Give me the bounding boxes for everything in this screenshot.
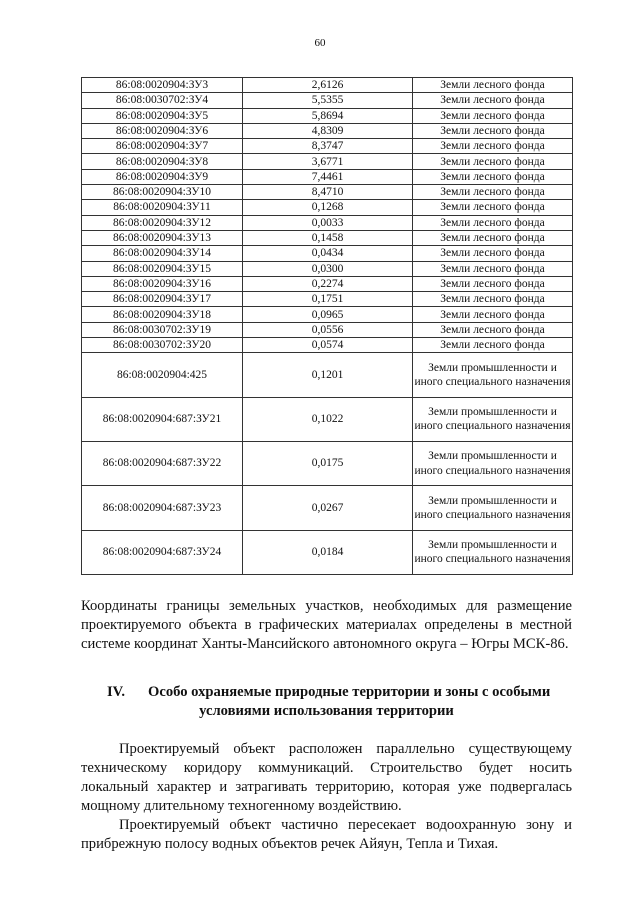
- cadastral-number-cell: 86:08:0030702:ЗУ20: [82, 338, 243, 353]
- area-cell: 0,0267: [243, 486, 413, 530]
- area-cell: 0,0965: [243, 307, 413, 322]
- cadastral-number-cell: 86:08:0030702:ЗУ19: [82, 322, 243, 337]
- land-category-cell: Земли промышленности и иного специального назначения: [413, 486, 573, 530]
- table-row: [82, 486, 573, 530]
- cadastral-number-cell: 86:08:0020904:687:ЗУ21: [82, 397, 243, 441]
- table-row: [82, 108, 573, 123]
- land-category-cell: Земли лесного фонда: [413, 215, 573, 230]
- area-cell: 2,6126: [243, 78, 413, 93]
- table-row: [82, 215, 573, 230]
- section-number: IV.: [107, 684, 125, 700]
- land-category-cell: Земли промышленности и иного специального назначения: [413, 397, 573, 441]
- land-category-cell: Земли лесного фонда: [413, 276, 573, 291]
- table-row: [82, 139, 573, 154]
- land-category-cell: Земли лесного фонда: [413, 169, 573, 184]
- page-number: 60: [314, 37, 326, 49]
- area-cell: 3,6771: [243, 154, 413, 169]
- cadastral-number-cell: 86:08:0020904:ЗУ11: [82, 200, 243, 215]
- cadastral-number-cell: 86:08:0020904:687:ЗУ23: [82, 486, 243, 530]
- land-category-cell: Земли лесного фонда: [413, 123, 573, 138]
- land-plots-table: [81, 77, 573, 575]
- cadastral-number-cell: 86:08:0020904:ЗУ5: [82, 108, 243, 123]
- cadastral-number-cell: 86:08:0020904:ЗУ18: [82, 307, 243, 322]
- coordinates-paragraph: Координаты границы земельных участков, необходимых для размещение проектируемого объекта в графических материалах определены в местной системе координат Ханты-Мансийского автономного округа – Югры МСК-86.: [81, 598, 572, 652]
- table-row: [82, 276, 573, 291]
- area-cell: 0,1458: [243, 230, 413, 245]
- section-title-line2: условиями использования территории: [199, 703, 454, 719]
- cadastral-number-cell: 86:08:0020904:ЗУ10: [82, 185, 243, 200]
- land-category-cell: Земли лесного фонда: [413, 78, 573, 93]
- land-category-cell: Земли лесного фонда: [413, 230, 573, 245]
- table-row: [82, 261, 573, 276]
- cadastral-number-cell: 86:08:0020904:ЗУ6: [82, 123, 243, 138]
- area-cell: 8,3747: [243, 139, 413, 154]
- land-category-cell: Земли промышленности и иного специального назначения: [413, 353, 573, 397]
- table-row: [82, 441, 573, 485]
- cadastral-number-cell: 86:08:0020904:687:ЗУ24: [82, 530, 243, 574]
- land-category-cell: Земли лесного фонда: [413, 246, 573, 261]
- land-category-cell: Земли лесного фонда: [413, 292, 573, 307]
- cadastral-number-cell: 86:08:0020904:687:ЗУ22: [82, 441, 243, 485]
- table-row: [82, 169, 573, 184]
- table-row: [82, 200, 573, 215]
- cadastral-number-cell: 86:08:0020904:ЗУ13: [82, 230, 243, 245]
- land-category-cell: Земли лесного фонда: [413, 108, 573, 123]
- cadastral-number-cell: 86:08:0020904:ЗУ12: [82, 215, 243, 230]
- area-cell: 7,4461: [243, 169, 413, 184]
- area-cell: 0,0033: [243, 215, 413, 230]
- land-category-cell: Земли лесного фонда: [413, 338, 573, 353]
- area-cell: 0,0184: [243, 530, 413, 574]
- water-paragraph: Проектируемый объект частично пересекает водоохранную зону и прибрежную полосу водных объектов речек Айяун, Тепла и Тихая.: [81, 817, 572, 852]
- section-title-line1: Особо охраняемые природные территории и зоны с особыми: [148, 684, 551, 700]
- land-category-cell: Земли лесного фонда: [413, 185, 573, 200]
- table-row: [82, 338, 573, 353]
- table-row: [82, 292, 573, 307]
- land-category-cell: Земли лесного фонда: [413, 200, 573, 215]
- area-cell: 0,0175: [243, 441, 413, 485]
- cadastral-number-cell: 86:08:0020904:ЗУ17: [82, 292, 243, 307]
- cadastral-number-cell: 86:08:0020904:ЗУ16: [82, 276, 243, 291]
- table-row: [82, 322, 573, 337]
- table-row: [82, 307, 573, 322]
- cadastral-number-cell: 86:08:0020904:ЗУ3: [82, 78, 243, 93]
- table-row: [82, 93, 573, 108]
- table-row: [82, 185, 573, 200]
- cadastral-number-cell: 86:08:0020904:425: [82, 353, 243, 397]
- area-cell: 0,1751: [243, 292, 413, 307]
- land-category-cell: Земли лесного фонда: [413, 139, 573, 154]
- area-cell: 8,4710: [243, 185, 413, 200]
- table-row: [82, 154, 573, 169]
- land-category-cell: Земли промышленности и иного специального назначения: [413, 441, 573, 485]
- land-category-cell: Земли лесного фонда: [413, 322, 573, 337]
- cadastral-number-cell: 86:08:0020904:ЗУ15: [82, 261, 243, 276]
- table-row: [82, 230, 573, 245]
- area-cell: 0,0434: [243, 246, 413, 261]
- area-cell: 0,1268: [243, 200, 413, 215]
- land-category-cell: Земли лесного фонда: [413, 93, 573, 108]
- cadastral-number-cell: 86:08:0020904:ЗУ7: [82, 139, 243, 154]
- area-cell: 0,0556: [243, 322, 413, 337]
- area-cell: 0,2274: [243, 276, 413, 291]
- area-cell: 0,1201: [243, 353, 413, 397]
- area-cell: 4,8309: [243, 123, 413, 138]
- land-category-cell: Земли лесного фонда: [413, 261, 573, 276]
- table-row: [82, 123, 573, 138]
- land-category-cell: Земли лесного фонда: [413, 307, 573, 322]
- cadastral-number-cell: 86:08:0030702:ЗУ4: [82, 93, 243, 108]
- area-cell: 0,0574: [243, 338, 413, 353]
- table-row: [82, 530, 573, 574]
- area-cell: 5,5355: [243, 93, 413, 108]
- table-row: [82, 353, 573, 397]
- land-category-cell: Земли промышленности и иного специального назначения: [413, 530, 573, 574]
- table-row: [82, 78, 573, 93]
- table-row: [82, 246, 573, 261]
- table-row: [82, 397, 573, 441]
- area-cell: 5,8694: [243, 108, 413, 123]
- cadastral-number-cell: 86:08:0020904:ЗУ14: [82, 246, 243, 261]
- object-paragraph: Проектируемый объект расположен параллельно существующему техническому коридору коммуникаций. Строительство будет носить локальный характер и затрагивать территорию, которая уже подвергалась мощному длительному техногенному воздействию.: [81, 741, 572, 814]
- land-category-cell: Земли лесного фонда: [413, 154, 573, 169]
- area-cell: 0,0300: [243, 261, 413, 276]
- cadastral-number-cell: 86:08:0020904:ЗУ9: [82, 169, 243, 184]
- cadastral-number-cell: 86:08:0020904:ЗУ8: [82, 154, 243, 169]
- area-cell: 0,1022: [243, 397, 413, 441]
